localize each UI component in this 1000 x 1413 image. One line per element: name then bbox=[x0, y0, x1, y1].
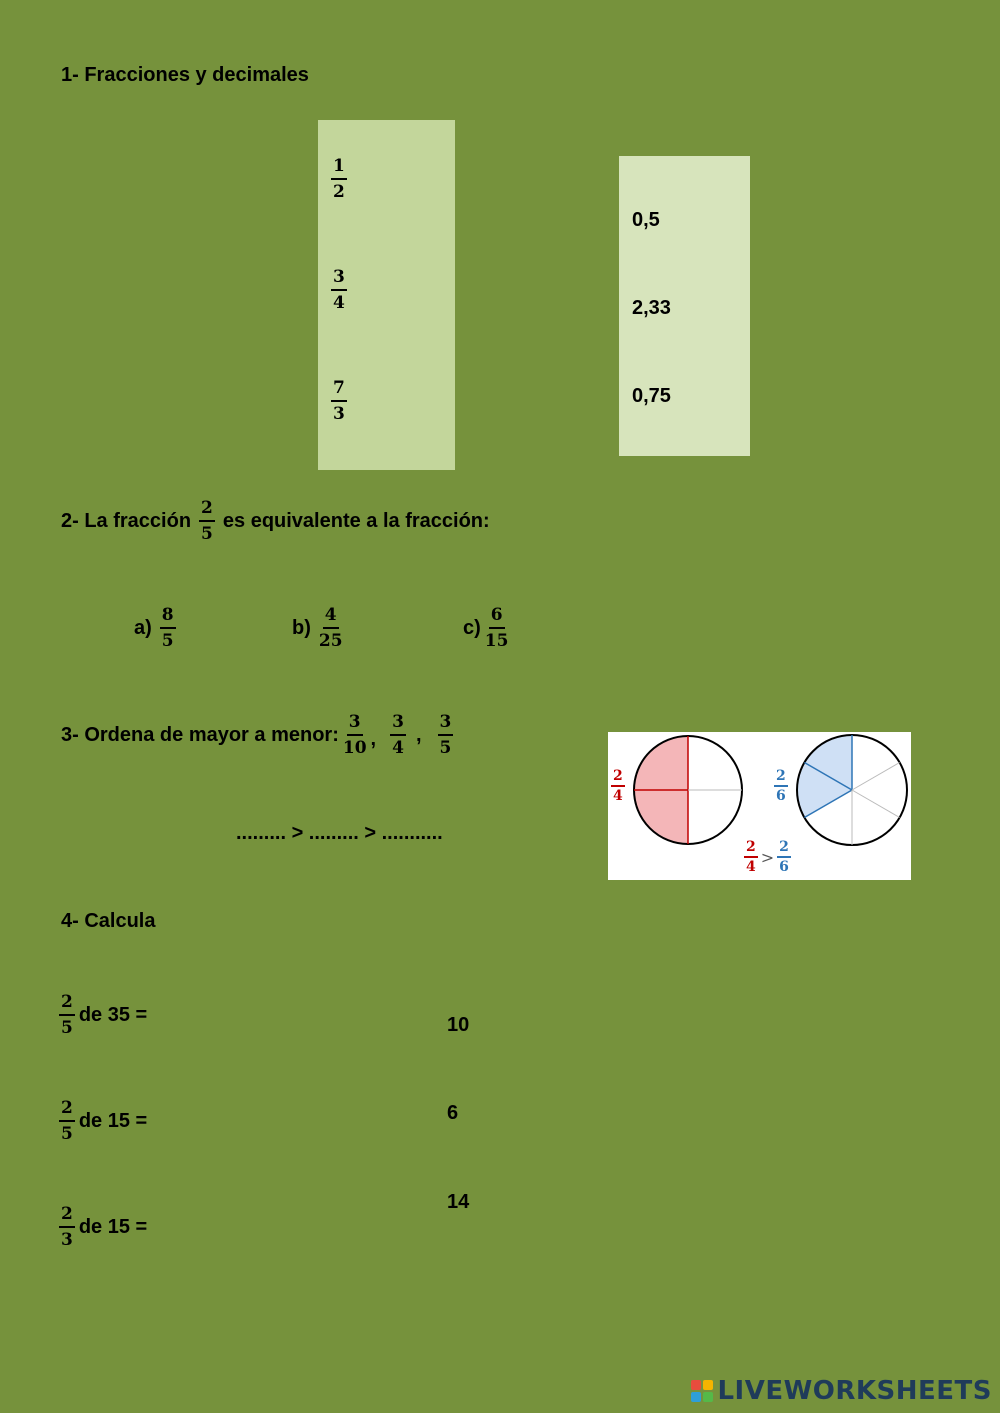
option-c[interactable]: c) $\frac{6}{15}$ bbox=[463, 605, 509, 651]
answer-option[interactable]: 14 bbox=[447, 1191, 470, 1213]
denominator: 3 bbox=[333, 404, 345, 424]
order-answer-line[interactable]: ......... > ......... > ........... bbox=[236, 822, 443, 844]
fraction-7-3 bbox=[331, 380, 347, 423]
decimal-item[interactable]: 0,5 bbox=[632, 209, 660, 231]
q2-fraction: $\frac{2}{5}$ bbox=[201, 498, 213, 544]
numerator: 7 bbox=[331, 380, 347, 402]
fraction-2-4-label: $\frac{2}{4}$ bbox=[613, 768, 623, 804]
fractions-box[interactable] bbox=[318, 120, 455, 470]
q3-fraction-2: $\frac{3}{4}$ bbox=[392, 712, 404, 758]
logo-icon bbox=[691, 1380, 713, 1402]
q2-prefix: 2- La fracción bbox=[61, 510, 192, 532]
q3-title: 3- Ordena de mayor a menor: $\frac{3}{10}$ , $\frac{3}{4}$ , $\frac{3}{5}$ bbox=[61, 712, 452, 758]
calc-item-3: $\frac{2}{3}$ de 15 = bbox=[61, 1204, 148, 1250]
q1-title: 1- Fracciones y decimales bbox=[61, 64, 309, 86]
q4-title: 4- Calcula bbox=[61, 910, 156, 932]
answer-option[interactable]: 6 bbox=[447, 1102, 459, 1124]
option-a[interactable]: a) $\frac{8}{5}$ bbox=[134, 605, 174, 651]
q2-suffix: es equivalente a la fracción: bbox=[222, 510, 490, 532]
comparison-expression: $\frac{2}{4}$ > $\frac{2}{6}$ bbox=[746, 839, 789, 875]
logo-text: LIVEWORKSHEETS bbox=[717, 1376, 992, 1406]
fraction-2-6-label: $\frac{2}{6}$ bbox=[776, 768, 786, 804]
option-b[interactable]: b) $\frac{4}{25}$ bbox=[292, 605, 343, 651]
numerator: 3 bbox=[331, 269, 347, 291]
decimals-box[interactable] bbox=[619, 156, 750, 456]
q2-title bbox=[61, 500, 490, 543]
denominator: 2 bbox=[333, 182, 345, 202]
fraction-3-4 bbox=[331, 269, 347, 312]
q3-fraction-3: $\frac{3}{5}$ bbox=[439, 712, 452, 758]
q3-prefix: 3- Ordena de mayor a menor: bbox=[61, 724, 339, 746]
q3-fraction-1: $\frac{3}{10}$ bbox=[342, 712, 367, 758]
decimal-item[interactable]: 2,33 bbox=[632, 297, 671, 319]
calc-item-1: $\frac{2}{5}$ de 35 = bbox=[61, 992, 148, 1038]
numerator: 1 bbox=[331, 158, 347, 180]
liveworksheets-logo bbox=[691, 1376, 992, 1406]
calc-item-2: $\frac{2}{5}$ de 15 = bbox=[61, 1098, 148, 1144]
answer-option[interactable]: 10 bbox=[447, 1014, 470, 1036]
denominator: 4 bbox=[333, 293, 345, 313]
fraction-1-2 bbox=[331, 158, 347, 201]
fraction-comparison-figure bbox=[608, 732, 911, 880]
greater-than-symbol: > bbox=[760, 847, 775, 867]
decimal-item[interactable]: 0,75 bbox=[632, 385, 671, 407]
